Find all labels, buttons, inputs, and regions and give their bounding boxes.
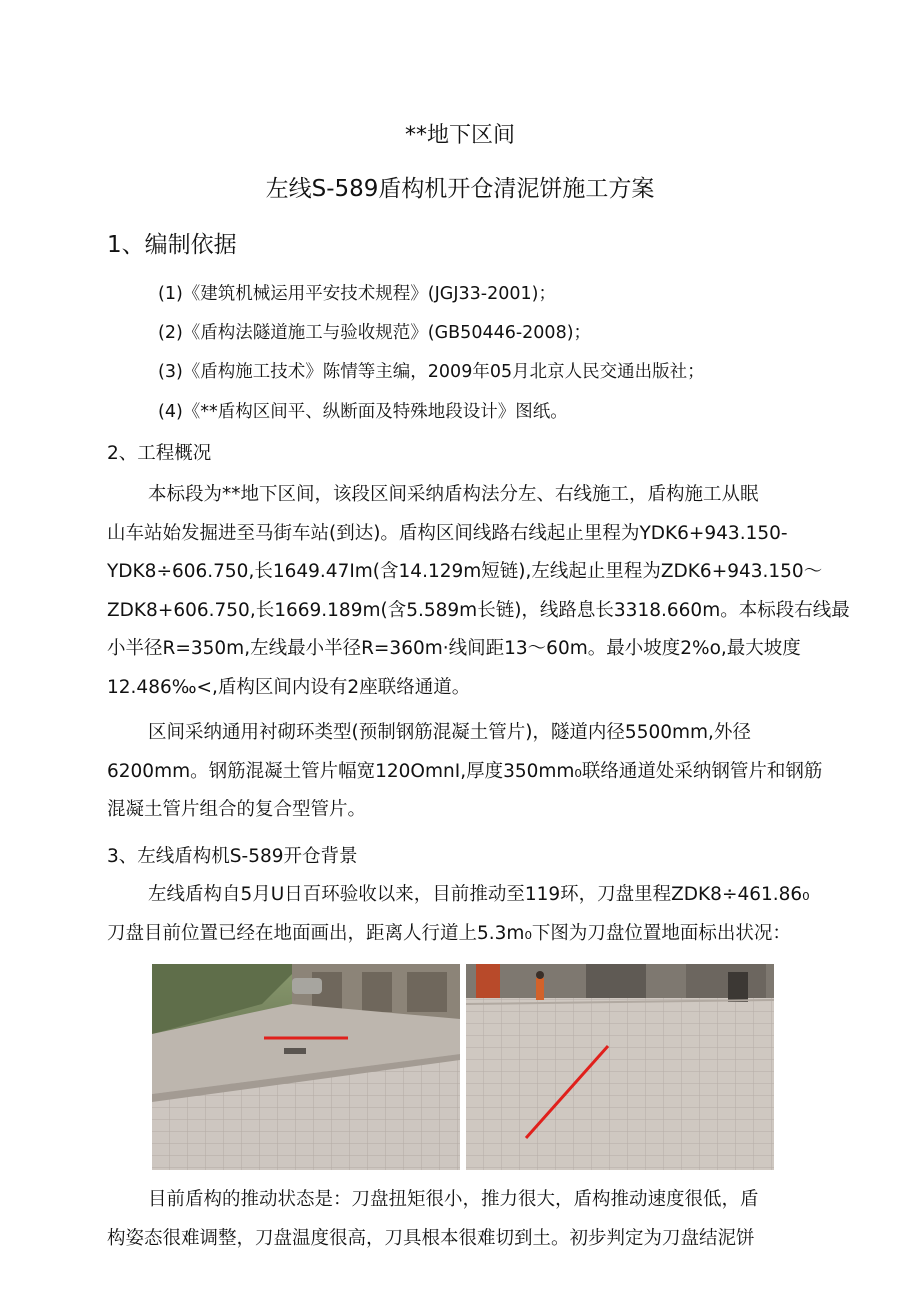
reference-item: (1)《建筑机械运用平安技术规程》(JGJ33-2001)； [158,284,556,304]
reference-item: (2)《盾构法隧道施工与验收规范》(GB50446-2008)； [158,323,592,343]
paragraph-line: 刀盘目前位置已经在地面画出，距离人行道上5.3m₀下图为刀盘位置地面标出状况： [107,922,791,944]
section2-heading: 2、工程概况 [107,443,212,464]
paragraph-line: YDK8÷606.750,长1649.47Im(含14.129m短链),左线起止里程为ZDK6+943.150～ [107,561,823,582]
section3-heading: 3、左线盾构机S-589开仓背景 [107,846,358,867]
section2-paragraph2 [107,714,823,830]
doc-title-line1: **地下区间 [404,123,515,148]
paragraph-line: 目前盾构的推动状态是：刀盘扭矩很小，推力很大，盾构推动速度很低，盾 [148,1189,759,1210]
paragraph-line: 区间采纳通用衬砌环类型(预制钢筋混凝土管片)，隧道内径5500mm,外径 [148,722,751,743]
reference-item: (3)《盾构施工技术》陈情等主编，2009年05月北京人民交通出版社； [158,362,705,382]
section1-heading: 1、编制依据 [107,232,237,258]
paragraph-line: 左线盾构自5月U日百环验收以来，目前推动至119环，刀盘里程ZDK8÷461.86₀ [148,884,810,905]
doc-title-line2: 左线S-589盾构机开仓清泥饼施工方案 [265,176,655,202]
paragraph-line: 构姿态很难调整，刀盘温度很高，刀具根本很难切到土。初步判定为刀盘结泥饼 [107,1227,755,1249]
paragraph-line: ZDK8+606.750,长1669.189m(含5.589m长链)，线路息长3318.660m。本标段右线最 [107,599,850,621]
section3-paragraph2 [107,1181,819,1258]
paragraph-line: 山车站始发掘进至马街车站(到达)。盾构区间线路右线起止里程为YDK6+943.150- [107,522,788,544]
section3-paragraph1 [107,876,819,953]
paragraph-line: 混凝土管片组合的复合型管片。 [107,799,367,820]
paragraph-line: 小半径R=350m,左线最小半径R=360m·线间距13～60m。最小坡度2%o,最大坡度 [107,638,801,659]
paragraph-line: 6200mm。钢筋混凝土管片幅宽120OmnI,厚度350mm₀联络通道处采纳钢管片和钢筋 [107,760,823,782]
photo-right [466,964,774,1170]
reference-item: (4)《**盾构区间平、纵断面及特殊地段设计》图纸。 [158,402,568,422]
photo-left [152,964,460,1170]
paragraph-line: 本标段为**地下区间，该段区间采纳盾构法分左、右线施工，盾构施工从眠 [148,484,759,505]
paragraph-line: 12.486‰<,盾构区间内设有2座联络通道。 [107,676,471,698]
section2-paragraph1 [107,476,850,707]
